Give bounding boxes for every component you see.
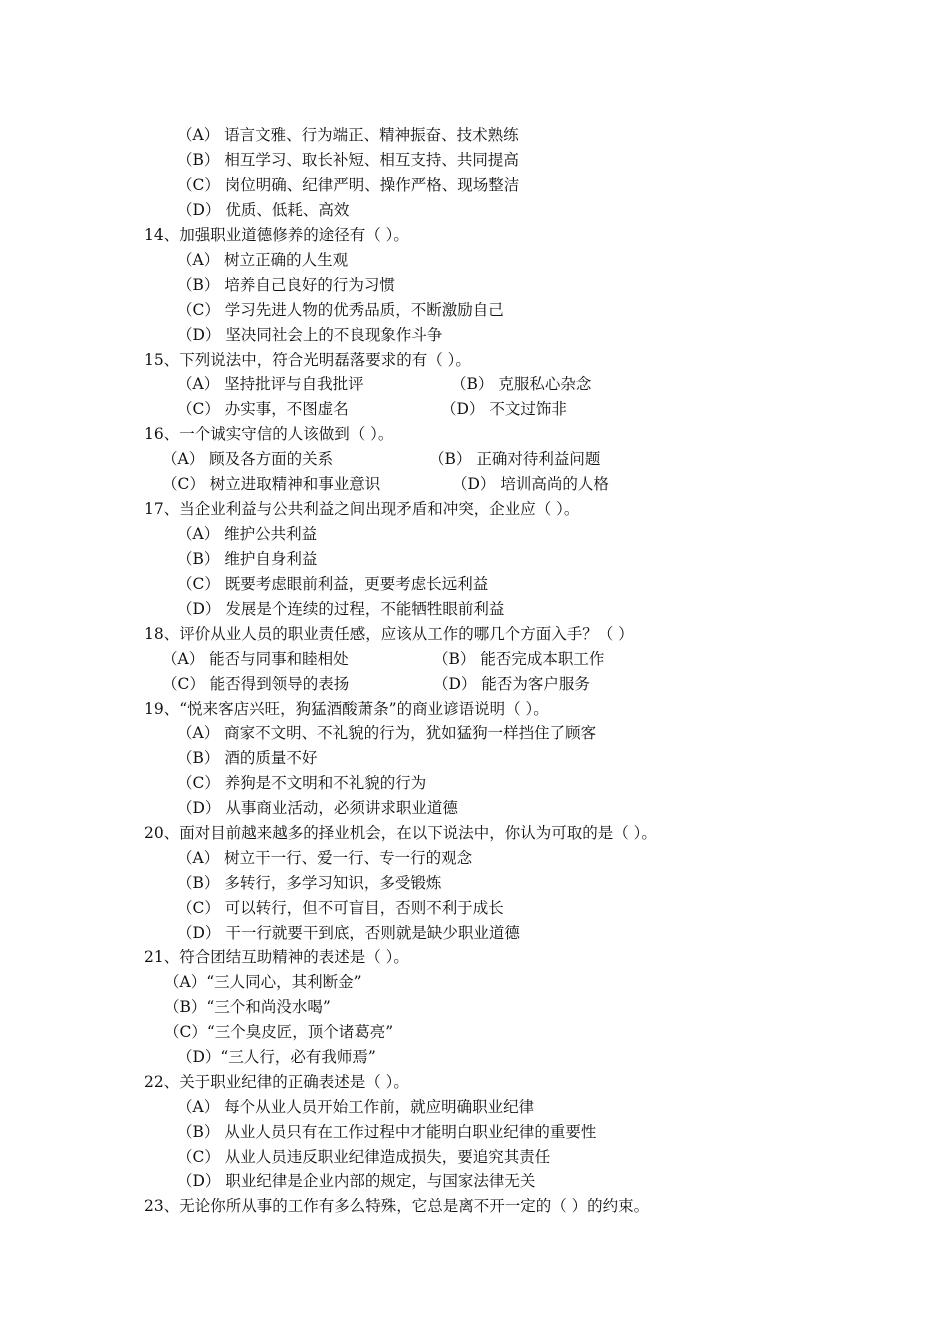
option-line: （A） 维护公共利益 <box>177 525 318 543</box>
option-line: （B） 维护自身利益 <box>177 550 318 568</box>
question-18: 18、评价从业人员的职业责任感，应该从工作的哪几个方面入手？（ ） <box>144 625 634 643</box>
option-line: （D） 能否为客户服务 <box>433 675 590 693</box>
question-17: 17、当企业利益与公共利益之间出现矛盾和冲突，企业应（ ）。 <box>144 500 580 518</box>
option-line: （A） 语言文雅、行为端正、精神振奋、技术熟练 <box>177 126 519 144</box>
option-line: （D） 不文过饰非 <box>441 400 567 418</box>
option-line: （B） 从业人员只有在工作过程中才能明白职业纪律的重要性 <box>177 1123 597 1141</box>
question-14: 14、加强职业道德修养的途径有（ ）。 <box>144 226 409 244</box>
option-line: （B）“三个和尚没水喝” <box>164 998 331 1016</box>
option-line: （B） 多转行，多学习知识，多受锻炼 <box>177 874 442 892</box>
option-line: （C） 可以转行，但不可盲目，否则不利于成长 <box>177 899 504 917</box>
option-line: （B） 培养自己良好的行为习惯 <box>177 276 395 294</box>
option-line: （C） 树立进取精神和事业意识 <box>162 475 381 493</box>
question-16: 16、一个诚实守信的人该做到（ ）。 <box>144 425 394 443</box>
question-21: 21、符合团结互助精神的表述是（ ）。 <box>144 948 409 966</box>
option-line: （C） 学习先进人物的优秀品质，不断激励自己 <box>177 301 504 319</box>
option-line: （D） 从事商业活动，必须讲求职业道德 <box>177 799 458 817</box>
option-line: （A） 顾及各方面的关系 <box>162 450 334 468</box>
option-line: （C） 能否得到领导的表扬 <box>162 675 350 693</box>
option-line: （D） 发展是个连续的过程，不能牺牲眼前利益 <box>177 600 505 618</box>
option-line: （C）“三个臭皮匠，顶个诸葛亮” <box>164 1023 394 1041</box>
option-line: （D） 职业纪律是企业内部的规定，与国家法律无关 <box>177 1172 536 1190</box>
question-19: 19、“悦来客店兴旺，狗猛酒酸萧条”的商业谚语说明（ ）。 <box>144 700 549 718</box>
option-line: （B） 能否完成本职工作 <box>433 650 605 668</box>
question-22: 22、关于职业纪律的正确表述是（ ）。 <box>144 1073 409 1091</box>
option-line: （B） 正确对待利益问题 <box>429 450 601 468</box>
option-line: （B） 相互学习、取长补短、相互支持、共同提高 <box>177 151 519 169</box>
option-line: （D）“三人行，必有我师焉” <box>177 1048 376 1066</box>
question-23: 23、无论你所从事的工作有多么特殊，它总是离不开一定的（ ）的约束。 <box>144 1197 650 1215</box>
option-line: （C） 养狗是不文明和不礼貌的行为 <box>177 774 427 792</box>
option-line: （A）“三人同心，其利断金” <box>164 973 362 991</box>
option-line: （D） 干一行就要干到底，否则就是缺少职业道德 <box>177 924 520 942</box>
option-line: （A） 树立正确的人生观 <box>177 251 349 269</box>
option-line: （A） 能否与同事和睦相处 <box>162 650 349 668</box>
option-line: （D） 优质、低耗、高效 <box>177 201 350 219</box>
option-line: （C） 从业人员违反职业纪律造成损失，要追究其责任 <box>177 1148 551 1166</box>
option-line: （D） 坚决同社会上的不良现象作斗争 <box>177 326 443 344</box>
option-line: （A） 每个从业人员开始工作前，就应明确职业纪律 <box>177 1098 535 1116</box>
option-line: （C） 办实事，不图虚名 <box>177 400 349 418</box>
option-line: （B） 克服私心杂念 <box>451 375 592 393</box>
option-line: （D） 培训高尚的人格 <box>452 475 609 493</box>
option-line: （C） 岗位明确、纪律严明、操作严格、现场整洁 <box>177 176 520 194</box>
option-line: （B） 酒的质量不好 <box>177 749 318 767</box>
option-line: （A） 树立干一行、爱一行、专一行的观念 <box>177 849 473 867</box>
option-line: （A） 商家不文明、不礼貌的行为，犹如猛狗一样挡住了顾客 <box>177 724 597 742</box>
question-20: 20、面对目前越来越多的择业机会，在以下说法中，你认为可取的是（ ）。 <box>144 824 657 842</box>
question-15: 15、下列说法中，符合光明磊落要求的有（ ）。 <box>144 351 471 369</box>
option-line: （A） 坚持批评与自我批评 <box>177 375 364 393</box>
option-line: （C） 既要考虑眼前利益，更要考虑长远利益 <box>177 575 489 593</box>
